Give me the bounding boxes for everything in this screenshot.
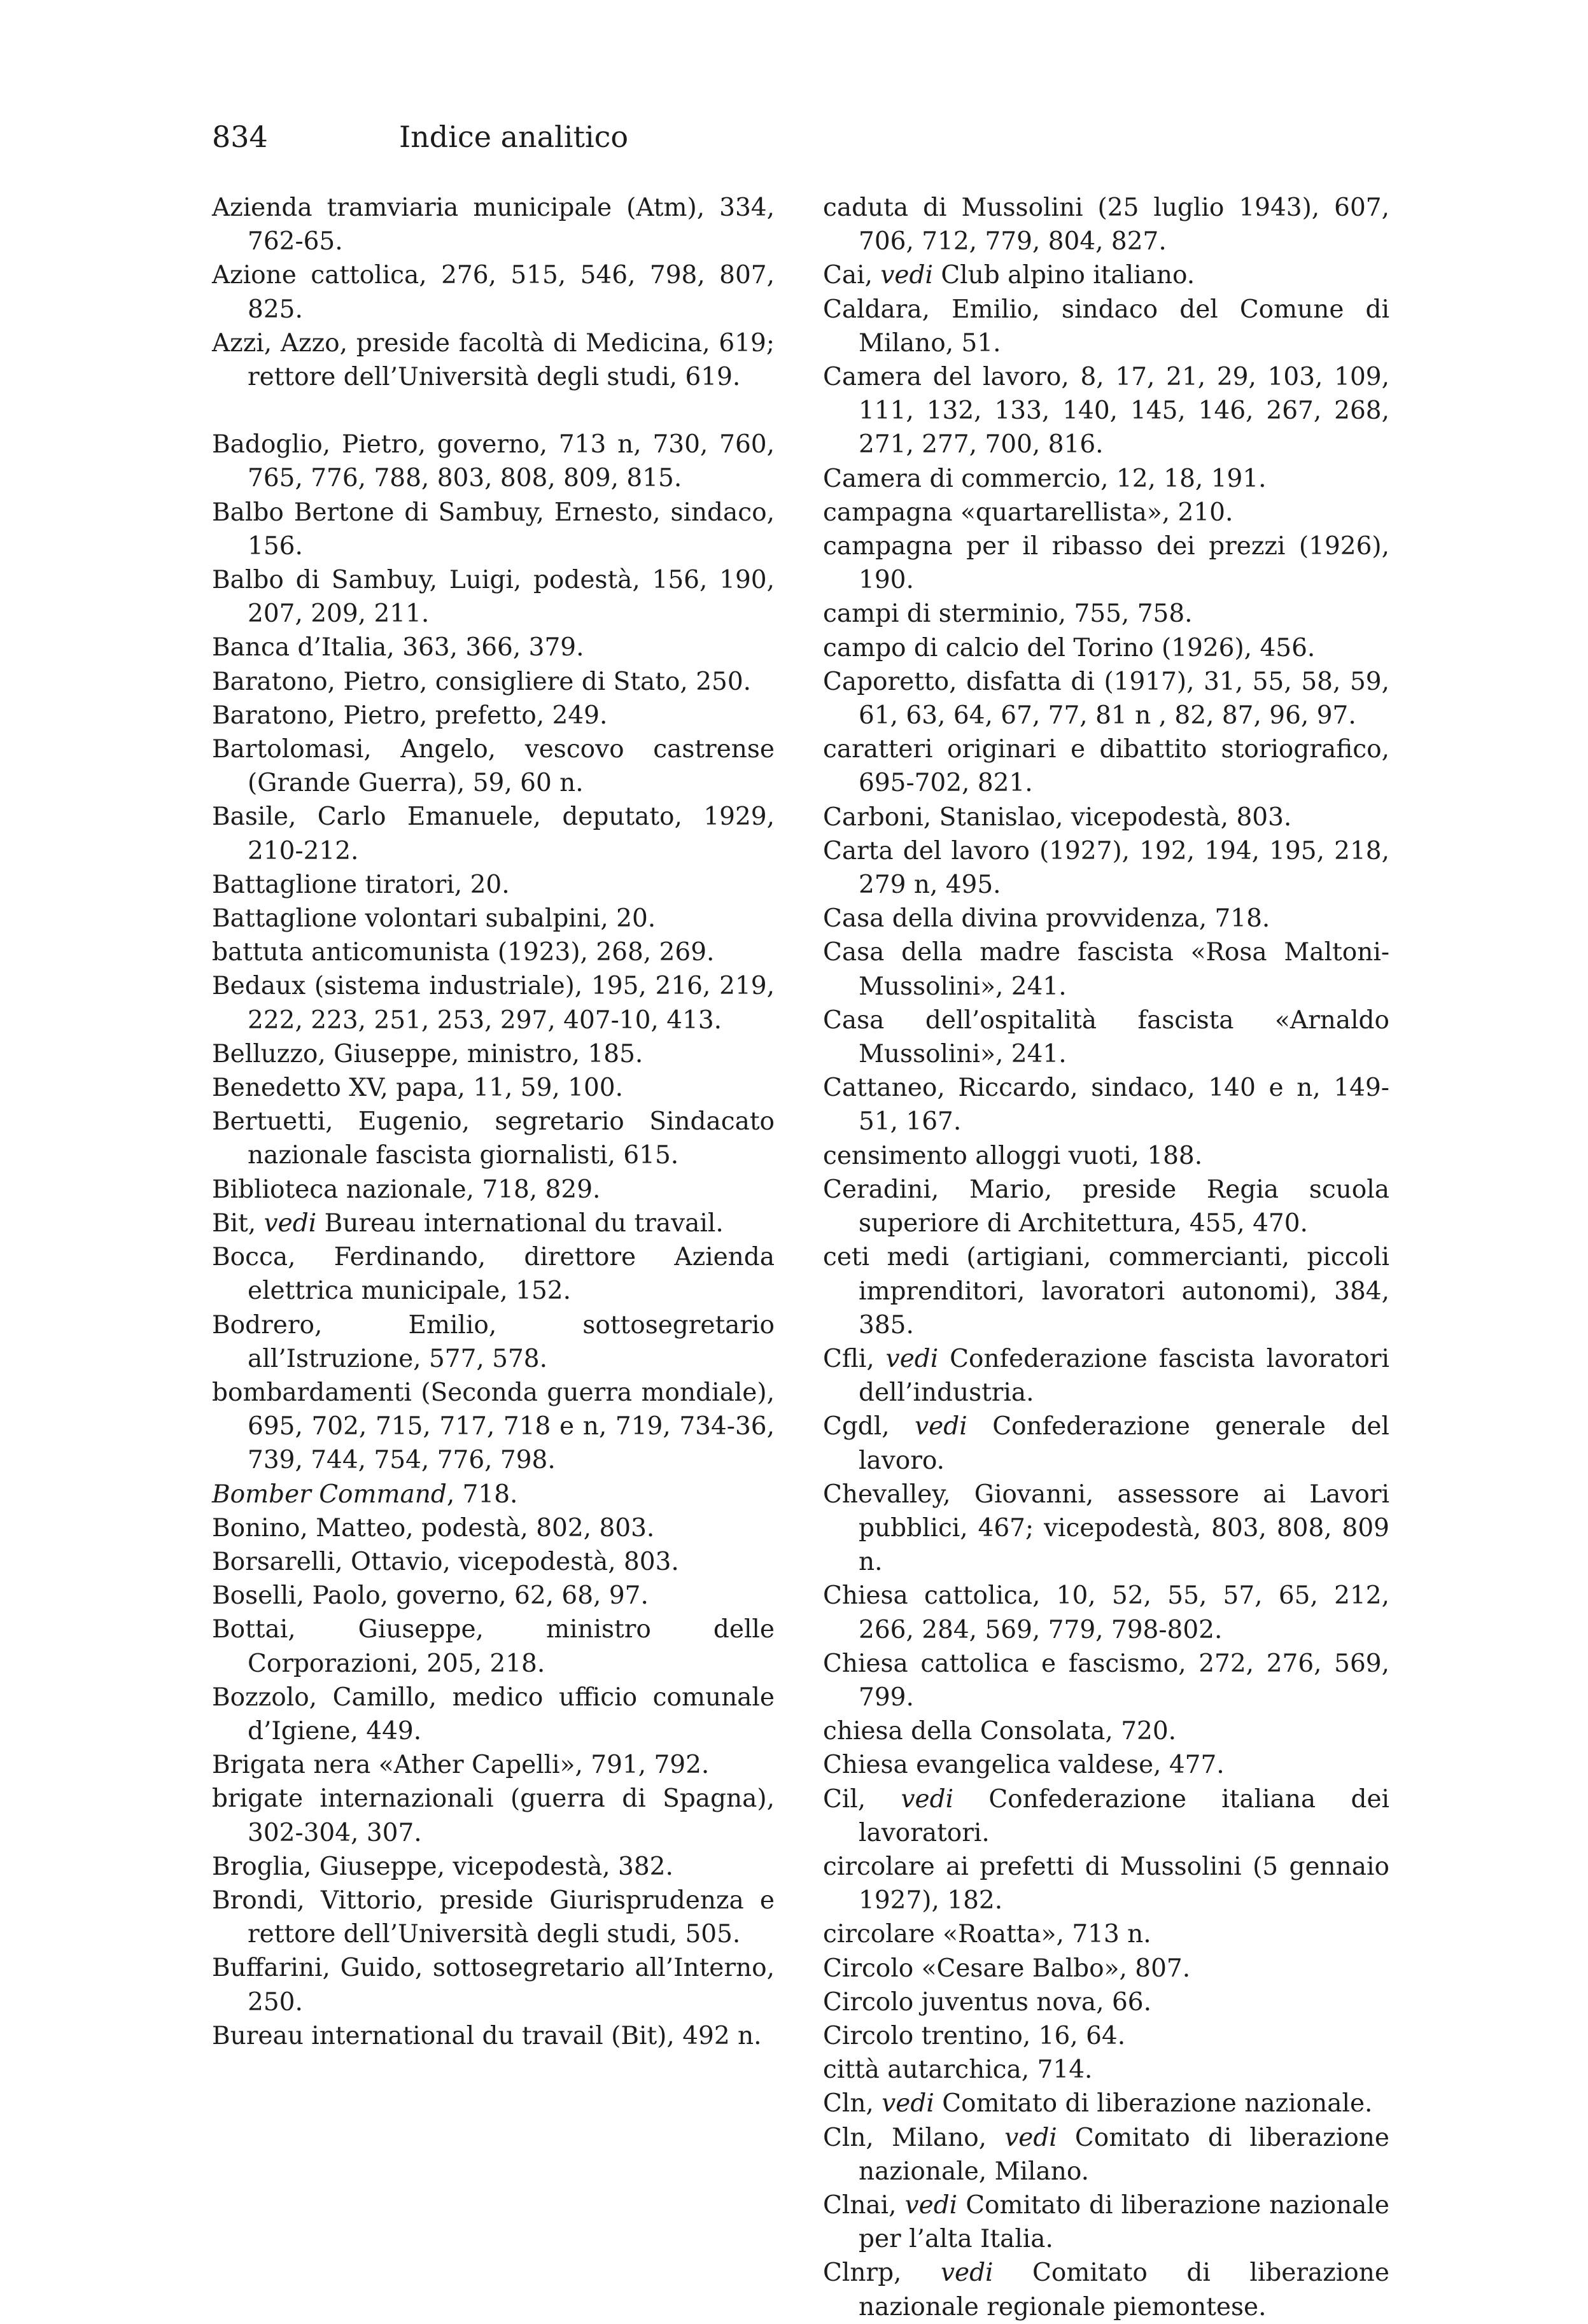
index-entry: caratteri originari e dibattito storiografico, 695-702, 821. bbox=[823, 735, 1389, 798]
italic-term: vedi bbox=[915, 1412, 967, 1441]
index-entry: Baratono, Pietro, consigliere di Stato, 250. bbox=[212, 667, 752, 696]
index-entry: campagna per il ribasso dei prezzi (1926), 190. bbox=[823, 532, 1389, 595]
index-entry: Cfli, vedi Confederazione fascista lavoratori dell’industria. bbox=[823, 1344, 1389, 1408]
index-entry: Bertuetti, Eugenio, segretario Sindacato nazionale fascista giornalisti, 615. bbox=[212, 1107, 775, 1170]
index-entry: Brondi, Vittorio, preside Giurisprudenza e rettore dell’Università degli studi, 505. bbox=[212, 1886, 775, 1949]
index-entry: Carboni, Stanislao, vicepodestà, 803. bbox=[823, 802, 1292, 832]
index-entry: Bomber Command, 718. bbox=[212, 1480, 518, 1509]
index-entry: Balbo Bertone di Sambuy, Ernesto, sindaco, 156. bbox=[212, 498, 775, 561]
index-entry: circolare «Roatta», 713 n. bbox=[823, 1920, 1151, 1949]
index-entry: Ceradini, Mario, preside Regia scuola superiore di Architettura, 455, 470. bbox=[823, 1175, 1389, 1238]
index-entry: Camera di commercio, 12, 18, 191. bbox=[823, 464, 1267, 493]
index-entry: Clnrp, vedi Comitato di liberazione nazionale regionale piemontese. bbox=[823, 2258, 1389, 2321]
index-entry: campi di sterminio, 755, 758. bbox=[823, 599, 1193, 629]
index-entry: Camera del lavoro, 8, 17, 21, 29, 103, 109, 111, 132, 133, 140, 145, 146, 267, 268, 271, 277, 700, 816. bbox=[823, 363, 1389, 459]
index-entry: Banca d’Italia, 363, 366, 379. bbox=[212, 633, 584, 662]
index-entry: brigate internazionali (guerra di Spagna), 302-304, 307. bbox=[212, 1784, 775, 1847]
italic-term: vedi bbox=[904, 2190, 958, 2220]
italic-term: vedi bbox=[940, 2258, 994, 2288]
italic-term: vedi bbox=[263, 1208, 317, 1238]
index-entry: circolare ai prefetti di Mussolini (5 gennaio 1927), 182. bbox=[823, 1852, 1389, 1915]
index-entry: Chiesa cattolica, 10, 52, 55, 57, 65, 212, 266, 284, 569, 779, 798-802. bbox=[823, 1581, 1389, 1644]
running-title: Indice analitico bbox=[399, 120, 629, 154]
index-entry: Bocca, Ferdinando, direttore Azienda elettrica municipale, 152. bbox=[212, 1243, 775, 1306]
index-entry: Cln, vedi Comitato di liberazione nazionale. bbox=[823, 2089, 1373, 2118]
index-entry: caduta di Mussolini (25 luglio 1943), 607, 706, 712, 779, 804, 827. bbox=[823, 193, 1389, 256]
index-entry: Bartolomasi, Angelo, vescovo castrense (Grande Guerra), 59, 60 n. bbox=[212, 735, 775, 798]
index-entry: Biblioteca nazionale, 718, 829. bbox=[212, 1175, 601, 1204]
index-entry: Balbo di Sambuy, Luigi, podestà, 156, 190, 207, 209, 211. bbox=[212, 566, 775, 629]
italic-term: Bomber Command bbox=[212, 1480, 447, 1509]
index-entry: Circolo «Cesare Balbo», 807. bbox=[823, 1954, 1191, 1983]
index-entry: ceti medi (artigiani, commercianti, piccoli imprenditori, lavoratori autonomi), 384, 385. bbox=[823, 1243, 1389, 1340]
index-entry: Casa della divina provvidenza, 718. bbox=[823, 904, 1270, 934]
index-entry: Baratono, Pietro, prefetto, 249. bbox=[212, 701, 608, 730]
index-entry: Azione cattolica, 276, 515, 546, 798, 807, 825. bbox=[212, 261, 775, 324]
index-entry: città autarchica, 714. bbox=[823, 2055, 1093, 2085]
index-entry: Boselli, Paolo, governo, 62, 68, 97. bbox=[212, 1581, 649, 1611]
index-entry: Benedetto XV, papa, 11, 59, 100. bbox=[212, 1074, 624, 1103]
index-entry: Cgdl, vedi Confederazione generale del lavoro. bbox=[823, 1412, 1389, 1475]
index-entry: Bodrero, Emilio, sottosegretario all’Istruzione, 577, 578. bbox=[212, 1310, 775, 1373]
index-entry: Battaglione tiratori, 20. bbox=[212, 870, 510, 899]
index-entry: Buffarini, Guido, sottosegretario all’Interno, 250. bbox=[212, 1954, 775, 2017]
index-entry: Belluzzo, Giuseppe, ministro, 185. bbox=[212, 1039, 643, 1068]
index-entry: Azienda tramviaria municipale (Atm), 334, 762-65. bbox=[212, 193, 775, 256]
index-entry: Battaglione volontari subalpini, 20. bbox=[212, 904, 656, 934]
index-entry: campo di calcio del Torino (1926), 456. bbox=[823, 633, 1316, 662]
index-entry: Cil, vedi Confederazione italiana dei lavoratori. bbox=[823, 1784, 1389, 1847]
index-entry: Bozzolo, Camillo, medico ufficio comunale d’Igiene, 449. bbox=[212, 1683, 775, 1746]
index-entry: Casa dell’ospitalità fascista «Arnaldo Mussolini», 241. bbox=[823, 1005, 1389, 1069]
index-entry: Borsarelli, Ottavio, vicepodestà, 803. bbox=[212, 1547, 679, 1576]
index-entry: battuta anticomunista (1923), 268, 269. bbox=[212, 938, 715, 967]
italic-term: vedi bbox=[1004, 2123, 1057, 2152]
index-entry: Chevalley, Giovanni, assessore ai Lavori pubblici, 467; vicepodestà, 803, 808, 809 n. bbox=[823, 1480, 1389, 1577]
index-entry: Bonino, Matteo, podestà, 802, 803. bbox=[212, 1513, 655, 1543]
index-entry: Casa della madre fascista «Rosa Maltoni-Mussolini», 241. bbox=[823, 938, 1389, 1001]
index-entry: bombardamenti (Seconda guerra mondiale), 695, 702, 715, 717, 718 e n, 719, 734-36, 739, 744, 754, 776, 798. bbox=[212, 1378, 775, 1475]
index-entry: Carta del lavoro (1927), 192, 194, 195, 218, 279 n, 495. bbox=[823, 836, 1389, 900]
index-entry: Chiesa evangelica valdese, 477. bbox=[823, 1751, 1225, 1780]
index-entry: Caporetto, disfatta di (1917), 31, 55, 58, 59, 61, 63, 64, 67, 77, 81 n , 82, 87, 96, 97. bbox=[823, 667, 1389, 731]
index-entry: Cln, Milano, vedi Comitato di liberazione nazionale, Milano. bbox=[823, 2123, 1389, 2186]
italic-term: vedi bbox=[882, 2089, 934, 2118]
index-entry: Cai, vedi Club alpino italiano. bbox=[823, 261, 1195, 290]
index-entry: Bottai, Giuseppe, ministro delle Corporazioni, 205, 218. bbox=[212, 1615, 775, 1678]
index-entry: Circolo juventus nova, 66. bbox=[823, 1987, 1151, 2017]
italic-term: vedi bbox=[880, 261, 933, 290]
index-entry: Cattaneo, Riccardo, sindaco, 140 e n, 149-51, 167. bbox=[823, 1074, 1389, 1137]
index-entry: censimento alloggi vuoti, 188. bbox=[823, 1141, 1203, 1170]
index-entry: Circolo trentino, 16, 64. bbox=[823, 2021, 1126, 2050]
index-entry: campagna «quartarellista», 210. bbox=[823, 498, 1233, 527]
index-column-right bbox=[823, 191, 1389, 2324]
index-entry: Azzi, Azzo, preside facoltà di Medicina, 619; rettore dell’Università degli studi, 619. bbox=[212, 328, 775, 392]
index-column-left bbox=[212, 191, 775, 2053]
page-number: 834 bbox=[212, 120, 268, 154]
index-entry: Clnai, vedi Comitato di liberazione nazionale per l’alta Italia. bbox=[823, 2190, 1389, 2254]
index-entry: Brigata nera «Ather Capelli», 791, 792. bbox=[212, 1751, 710, 1780]
index-entry: Broglia, Giuseppe, vicepodestà, 382. bbox=[212, 1852, 673, 1881]
index-entry: Chiesa cattolica e fascismo, 272, 276, 569, 799. bbox=[823, 1649, 1389, 1712]
index-entry: Bureau international du travail (Bit), 492 n. bbox=[212, 2021, 762, 2050]
index-entry: chiesa della Consolata, 720. bbox=[823, 1717, 1177, 1746]
index-entry: Basile, Carlo Emanuele, deputato, 1929, 210-212. bbox=[212, 802, 775, 865]
index-entry: Bit, vedi Bureau international du travail. bbox=[212, 1208, 724, 1238]
italic-term: vedi bbox=[901, 1784, 954, 1814]
index-entry: Caldara, Emilio, sindaco del Comune di Milano, 51. bbox=[823, 295, 1389, 358]
index-entry: Bedaux (sistema industriale), 195, 216, 219, 222, 223, 251, 253, 297, 407-10, 413. bbox=[212, 972, 775, 1035]
index-entry: Badoglio, Pietro, governo, 713 n, 730, 760, 765, 776, 788, 803, 808, 809, 815. bbox=[212, 430, 775, 493]
italic-term: vedi bbox=[885, 1344, 939, 1373]
